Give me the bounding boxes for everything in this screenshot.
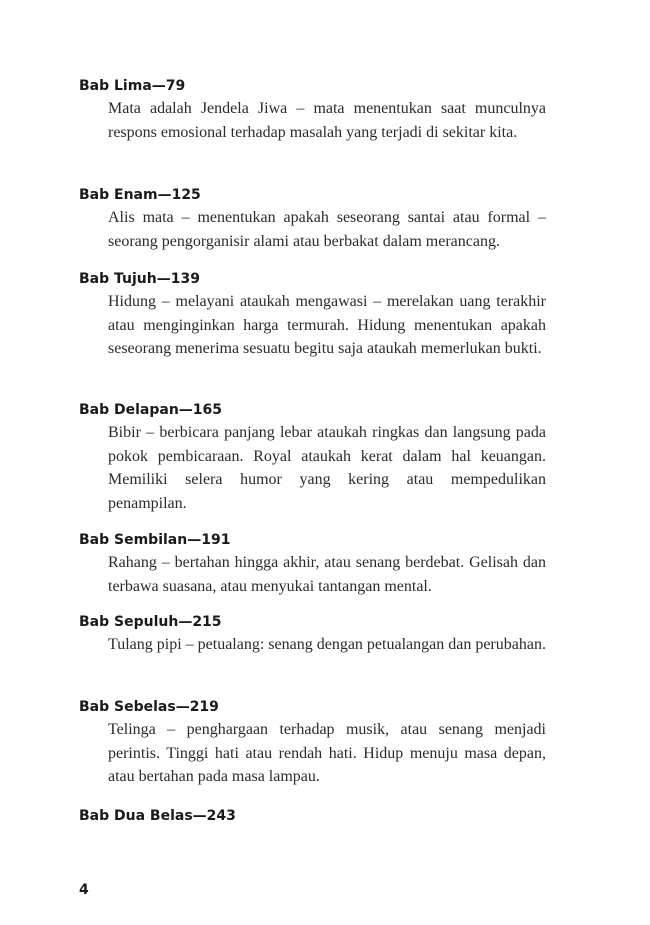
chapter-summary: Tulang pipi – petualang: senang dengan petualangan dan perubahan. — [108, 636, 546, 653]
chapter-heading: Bab Lima—79 — [79, 78, 186, 94]
chapter-summary: Mata adalah Jendela Jiwa – mata menentukan saat munculnya respons emosional terhadap masalah yang terjadi di sekitar kita. — [108, 100, 546, 141]
chapter-heading: Bab Delapan—165 — [79, 402, 223, 418]
chapter-summary: Bibir – berbicara panjang lebar ataukah ringkas dan langsung pada pokok pembicaraan. Royal ataukah kerat dalam hal keuangan. Memiliki selera humor yang kering atau mempedulikan penampilan. — [108, 424, 546, 512]
chapter-summary: Hidung – melayani ataukah mengawasi – merelakan uang terakhir atau menginginkan harga termurah. Hidung menentukan apakah seseorang menerima sesuatu begitu saja ataukah memerlukan bukti. — [108, 293, 546, 357]
chapter-summary: Rahang – bertahan hingga akhir, atau senang berdebat. Gelisah dan terbawa suasana, atau menyukai tantangan mental. — [108, 554, 546, 595]
chapter-heading: Bab Enam—125 — [79, 187, 201, 203]
chapter-summary: Alis mata – menentukan apakah seseorang santai atau formal – seorang pengorganisir alami atau berbakat dalam merancang. — [108, 209, 546, 250]
chapter-heading: Bab Sepuluh—215 — [79, 614, 222, 630]
chapter-heading: Bab Tujuh—139 — [79, 271, 200, 287]
chapter-entry-dua-belas — [79, 806, 549, 826]
chapter-entry-enam — [79, 185, 549, 253]
chapter-summary: Telinga – penghargaan terhadap musik, atau senang menjadi perintis. Tinggi hati atau rendah hati. Hidup menuju masa depan, atau bertahan pada masa lampau. — [108, 721, 546, 785]
chapter-entry-sepuluh — [79, 612, 549, 657]
chapter-heading: Bab Sebelas—219 — [79, 699, 219, 715]
page-number: 4 — [79, 882, 89, 898]
chapter-entry-sebelas — [79, 697, 549, 789]
chapter-entry-delapan — [79, 400, 549, 515]
chapter-entry-tujuh — [79, 269, 549, 361]
chapter-heading: Bab Dua Belas—243 — [79, 808, 236, 824]
chapter-entry-lima — [79, 76, 549, 144]
chapter-entry-sembilan — [79, 530, 549, 598]
chapter-heading: Bab Sembilan—191 — [79, 532, 231, 548]
